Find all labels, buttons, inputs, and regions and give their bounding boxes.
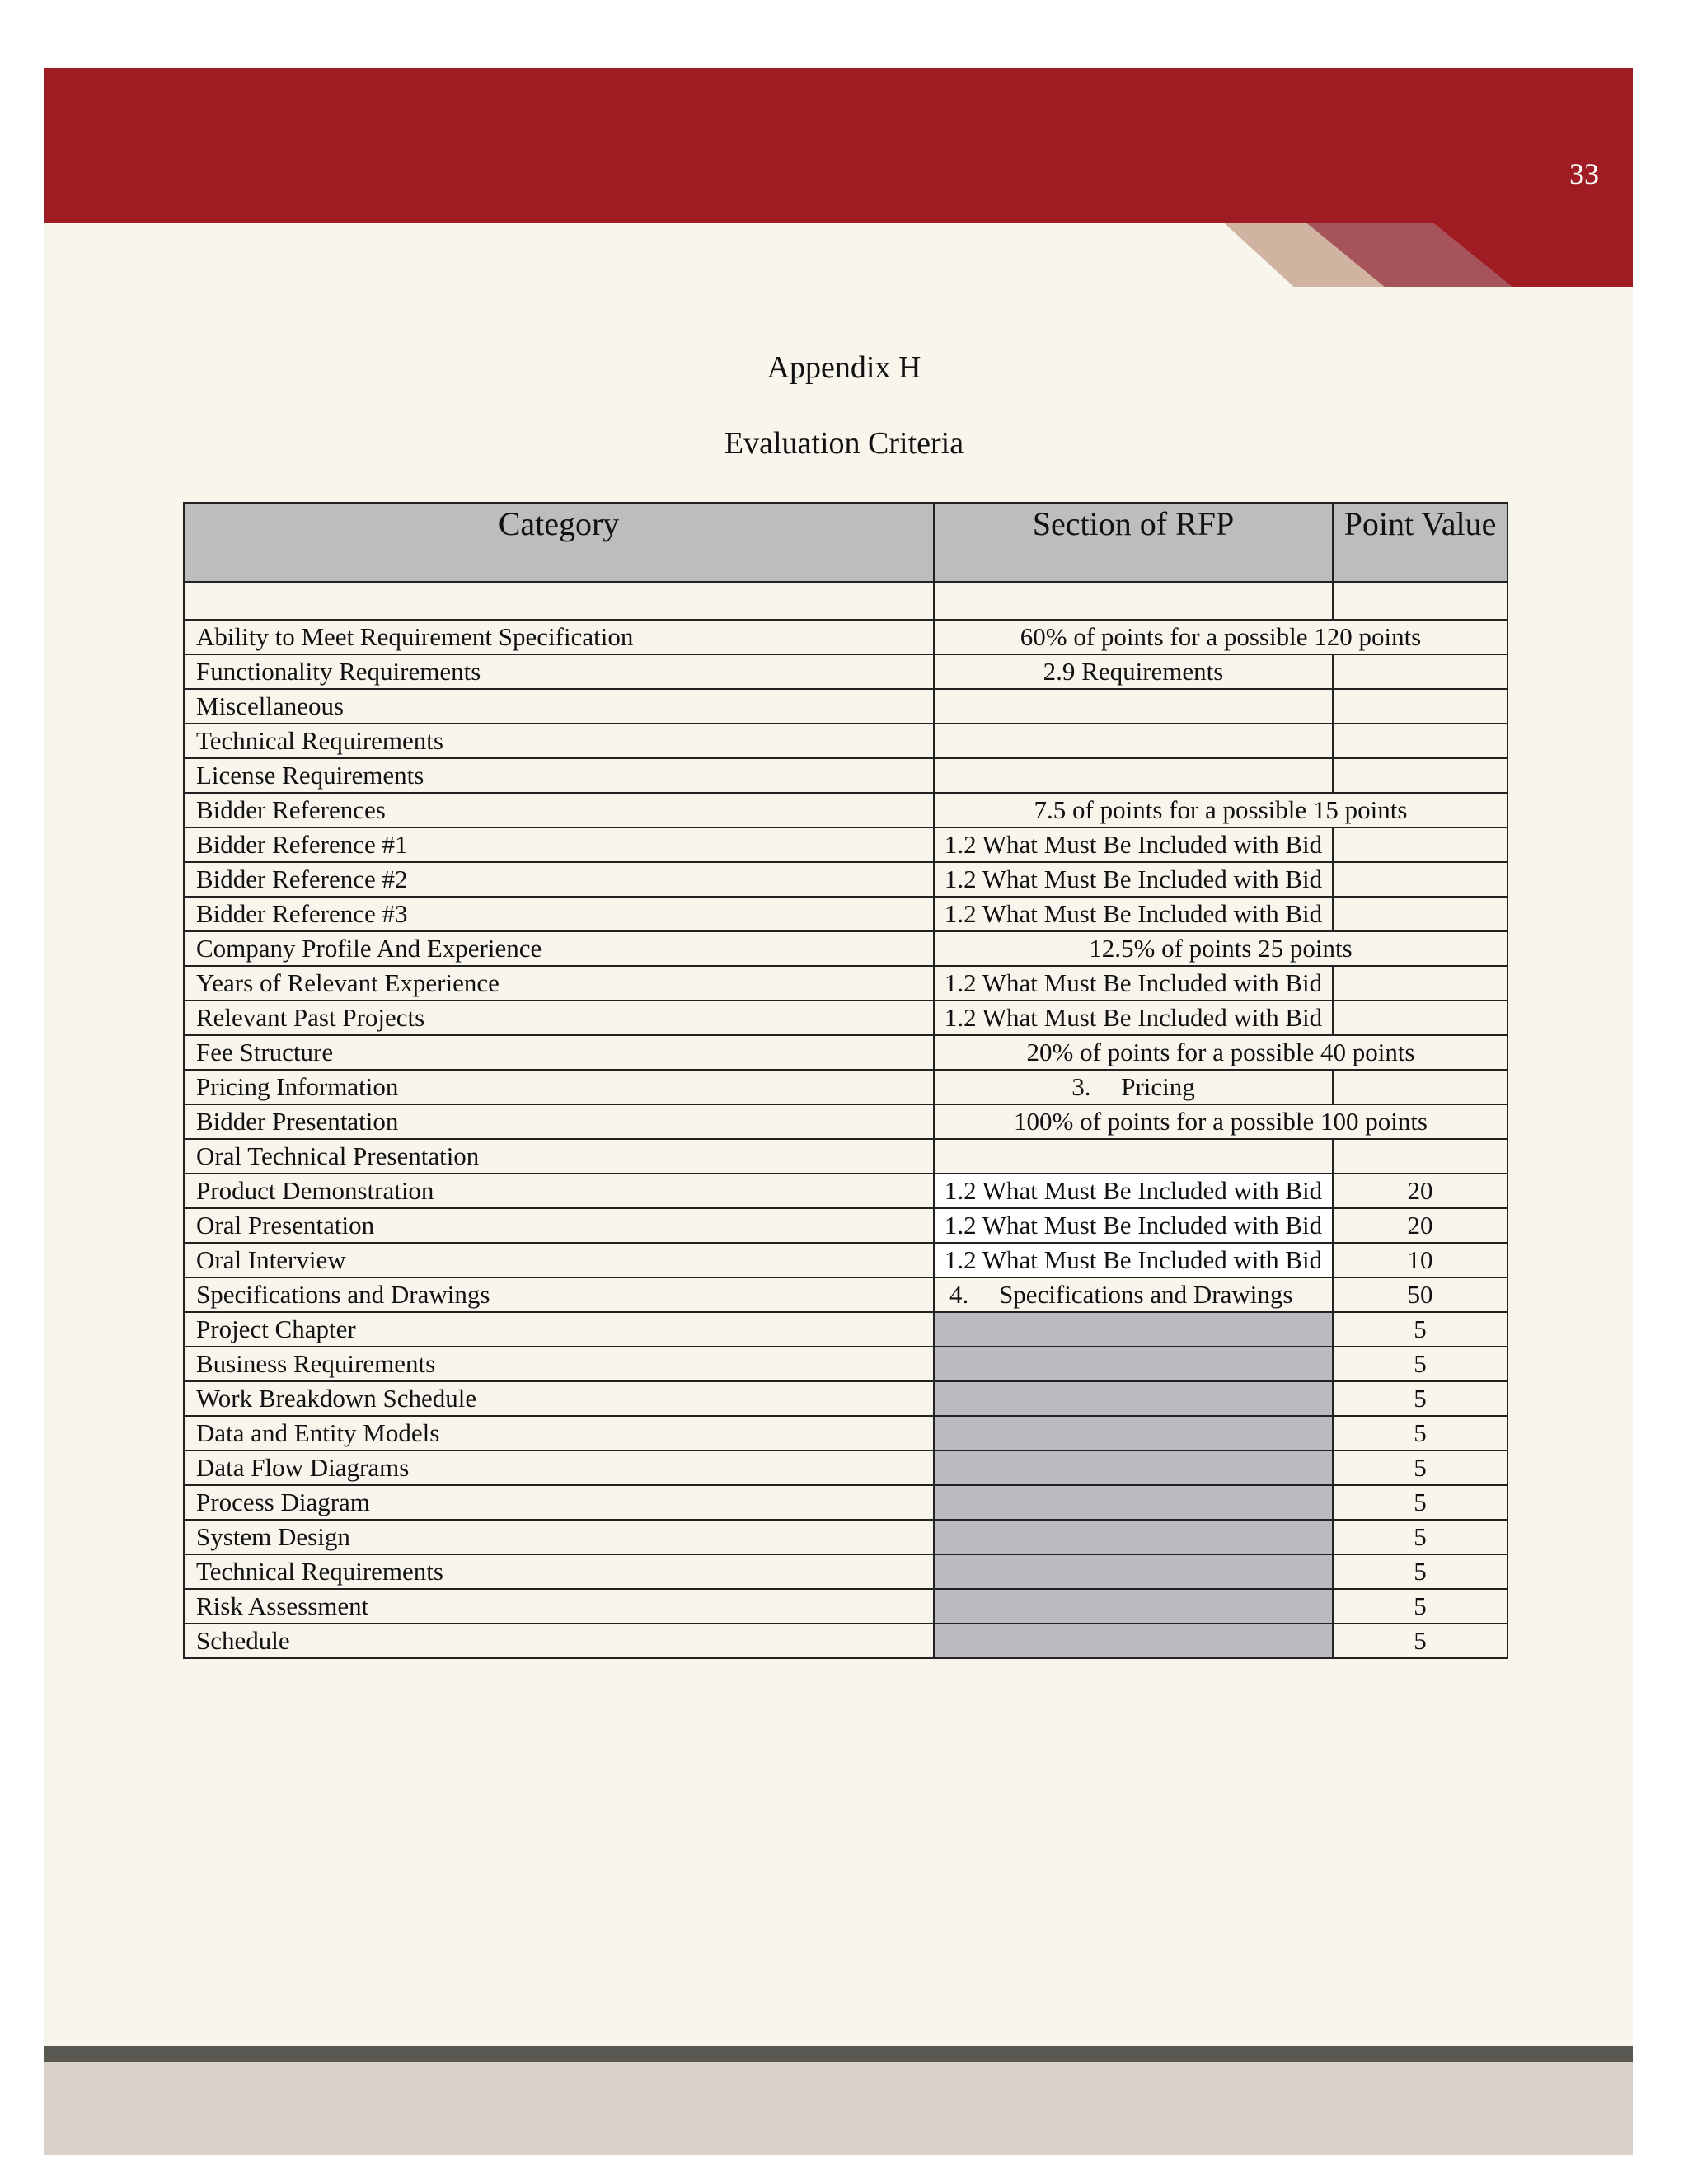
section-cell <box>934 1624 1333 1658</box>
appendix-subheading: Evaluation Criteria <box>724 426 964 461</box>
category-cell: Oral Interview <box>184 1243 934 1277</box>
section-cell <box>934 724 1333 758</box>
category-cell: Pricing Information <box>184 1070 934 1104</box>
category-cell: Technical Requirements <box>184 724 934 758</box>
table-row <box>184 1277 1507 1312</box>
points-cell: 5 <box>1333 1589 1507 1624</box>
table-row <box>184 827 1507 862</box>
section-cell <box>934 758 1333 793</box>
category-cell: License Requirements <box>184 758 934 793</box>
section-points-summary-cell: 12.5% of points 25 points <box>934 931 1507 966</box>
evaluation-criteria-table <box>183 502 1508 1659</box>
table-body <box>184 582 1507 1658</box>
section-number: 4. <box>950 1280 969 1309</box>
header-points: Point Value <box>1333 503 1507 582</box>
category-cell: Ability to Meet Requirement Specification <box>184 620 934 654</box>
table-row <box>184 1208 1507 1243</box>
section-cell: 1.2 What Must Be Included with Bid <box>934 1243 1333 1277</box>
table-row <box>184 1485 1507 1520</box>
points-cell: 5 <box>1333 1347 1507 1381</box>
section-label: Specifications and Drawings <box>999 1280 1293 1309</box>
section-cell <box>934 689 1333 724</box>
points-cell: 5 <box>1333 1624 1507 1658</box>
table-row <box>184 724 1507 758</box>
table-section-row <box>184 793 1507 827</box>
category-cell: Bidder Reference #2 <box>184 862 934 897</box>
section-cell: 1.2 What Must Be Included with Bid <box>934 966 1333 1001</box>
section-cell <box>934 1485 1333 1520</box>
points-cell: 20 <box>1333 1174 1507 1208</box>
category-cell: Process Diagram <box>184 1485 934 1520</box>
points-cell: 5 <box>1333 1485 1507 1520</box>
section-cell <box>934 1520 1333 1554</box>
table-row <box>184 1347 1507 1381</box>
section-cell <box>934 1277 1333 1312</box>
category-cell: Years of Relevant Experience <box>184 966 934 1001</box>
category-cell: Risk Assessment <box>184 1589 934 1624</box>
category-cell: Oral Technical Presentation <box>184 1139 934 1174</box>
section-cell: 1.2 What Must Be Included with Bid <box>934 897 1333 931</box>
table-row <box>184 897 1507 931</box>
points-cell <box>1333 654 1507 689</box>
table-section-row <box>184 620 1507 654</box>
points-cell <box>1333 827 1507 862</box>
points-cell <box>1333 724 1507 758</box>
table-row <box>184 1520 1507 1554</box>
table-row <box>184 1312 1507 1347</box>
points-cell: 10 <box>1333 1243 1507 1277</box>
category-cell: Relevant Past Projects <box>184 1001 934 1035</box>
header-category: Category <box>184 503 934 582</box>
category-cell: System Design <box>184 1520 934 1554</box>
section-cell <box>934 1451 1333 1485</box>
points-cell: 20 <box>1333 1208 1507 1243</box>
category-cell: Product Demonstration <box>184 1174 934 1208</box>
section-cell: 1.2 What Must Be Included with Bid <box>934 1001 1333 1035</box>
category-cell: Schedule <box>184 1624 934 1658</box>
points-cell <box>1333 1070 1507 1104</box>
table-section-row <box>184 931 1507 966</box>
table-row <box>184 1001 1507 1035</box>
points-cell <box>1333 897 1507 931</box>
table-row <box>184 862 1507 897</box>
section-cell <box>934 1070 1333 1104</box>
footer-band <box>44 2062 1633 2155</box>
header-decoration <box>0 0 1688 297</box>
points-cell: 50 <box>1333 1277 1507 1312</box>
category-cell: Data Flow Diagrams <box>184 1451 934 1485</box>
section-cell: 1.2 What Must Be Included with Bid <box>934 1174 1333 1208</box>
table-section-row <box>184 1035 1507 1070</box>
category-cell: Oral Presentation <box>184 1208 934 1243</box>
category-cell: Data and Entity Models <box>184 1416 934 1451</box>
category-cell: Technical Requirements <box>184 1554 934 1589</box>
table-header-row <box>184 503 1507 582</box>
points-cell <box>1333 1139 1507 1174</box>
table-spacer-row <box>184 582 1507 620</box>
section-cell <box>934 1347 1333 1381</box>
table-row <box>184 689 1507 724</box>
section-cell <box>934 1139 1333 1174</box>
points-cell: 5 <box>1333 1381 1507 1416</box>
section-cell: 1.2 What Must Be Included with Bid <box>934 1208 1333 1243</box>
category-cell: Bidder Reference #1 <box>184 827 934 862</box>
section-cell <box>934 1554 1333 1589</box>
category-cell: Bidder Presentation <box>184 1104 934 1139</box>
points-cell <box>1333 966 1507 1001</box>
section-label: Pricing <box>1121 1072 1195 1101</box>
table-row <box>184 1070 1507 1104</box>
table-row <box>184 1174 1507 1208</box>
points-cell: 5 <box>1333 1520 1507 1554</box>
section-points-summary-cell: 60% of points for a possible 120 points <box>934 620 1507 654</box>
appendix-heading: Appendix H <box>767 350 921 385</box>
spacer-cell <box>934 582 1333 620</box>
points-cell: 5 <box>1333 1312 1507 1347</box>
table-row <box>184 1554 1507 1589</box>
table-row <box>184 1243 1507 1277</box>
points-cell: 5 <box>1333 1554 1507 1589</box>
section-cell <box>934 1312 1333 1347</box>
section-points-summary-cell: 100% of points for a possible 100 points <box>934 1104 1507 1139</box>
section-number: 3. <box>1071 1072 1091 1101</box>
section-cell <box>934 1416 1333 1451</box>
category-cell: Business Requirements <box>184 1347 934 1381</box>
page-number: 33 <box>1569 157 1599 190</box>
header-section: Section of RFP <box>934 503 1333 582</box>
table-row <box>184 758 1507 793</box>
table-row <box>184 1624 1507 1658</box>
category-cell: Company Profile And Experience <box>184 931 934 966</box>
table-row <box>184 654 1507 689</box>
spacer-cell <box>1333 582 1507 620</box>
category-cell: Miscellaneous <box>184 689 934 724</box>
category-cell: Project Chapter <box>184 1312 934 1347</box>
category-cell: Specifications and Drawings <box>184 1277 934 1312</box>
table-row <box>184 1139 1507 1174</box>
table-row <box>184 1381 1507 1416</box>
category-cell: Bidder References <box>184 793 934 827</box>
category-cell: Bidder Reference #3 <box>184 897 934 931</box>
footer-rule <box>44 2046 1633 2062</box>
points-cell: 5 <box>1333 1451 1507 1485</box>
table-row <box>184 1451 1507 1485</box>
section-cell: 1.2 What Must Be Included with Bid <box>934 862 1333 897</box>
table-row <box>184 1589 1507 1624</box>
points-cell <box>1333 758 1507 793</box>
category-cell: Fee Structure <box>184 1035 934 1070</box>
spacer-cell <box>184 582 934 620</box>
section-cell <box>934 1381 1333 1416</box>
section-points-summary-cell: 20% of points for a possible 40 points <box>934 1035 1507 1070</box>
category-cell: Functionality Requirements <box>184 654 934 689</box>
table-row <box>184 966 1507 1001</box>
section-cell: 2.9 Requirements <box>934 654 1333 689</box>
section-points-summary-cell: 7.5 of points for a possible 15 points <box>934 793 1507 827</box>
section-cell: 1.2 What Must Be Included with Bid <box>934 827 1333 862</box>
section-cell <box>934 1589 1333 1624</box>
points-cell <box>1333 689 1507 724</box>
table-section-row <box>184 1104 1507 1139</box>
points-cell <box>1333 1001 1507 1035</box>
category-cell: Work Breakdown Schedule <box>184 1381 934 1416</box>
points-cell: 5 <box>1333 1416 1507 1451</box>
table-row <box>184 1416 1507 1451</box>
points-cell <box>1333 862 1507 897</box>
